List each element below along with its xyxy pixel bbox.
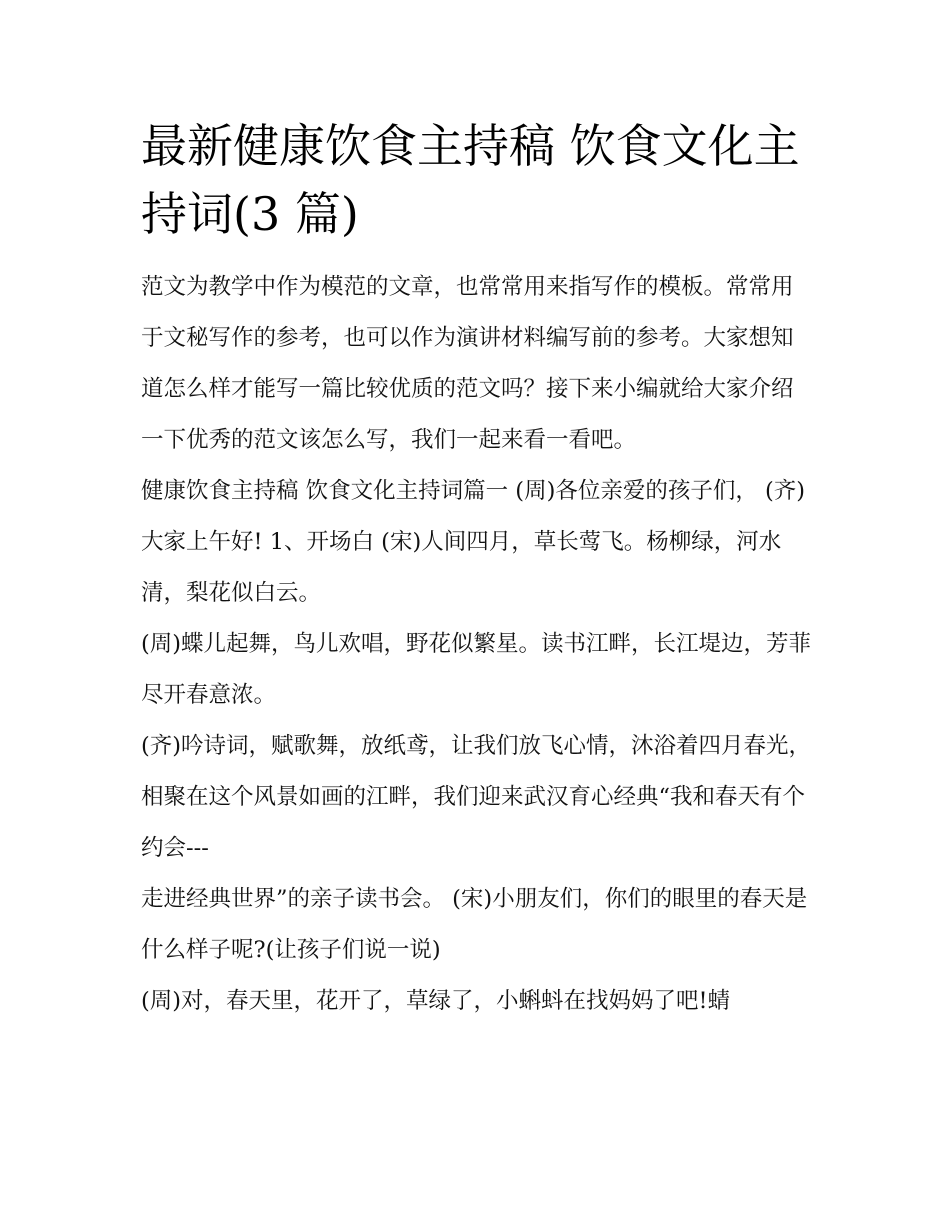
paragraph-zhou-1: (周)蝶儿起舞，鸟儿欢唱，野花似繁星。读书江畔，长江堤边，芳菲尽开春意浓。 xyxy=(141,631,812,708)
document-body xyxy=(141,262,813,1027)
paragraph-song-1: 走进经典世界”的亲子读书会。 (宋)小朋友们，你们的眼里的春天是什么样子呢?(让孩子们说一说) xyxy=(141,886,808,963)
paragraph-opening: 健康饮食主持稿 饮食文化主持词篇一 (周)各位亲爱的孩子们， (齐)大家上午好! 1、开场白 (宋)人间四月，草长莺飞。杨柳绿，河水清，梨花似白云。 xyxy=(141,478,806,606)
paragraph-zhou-2: (周)对，春天里，花开了，草绿了，小蝌蚪在找妈妈了吧!蜻 xyxy=(141,988,731,1014)
paragraph-qi-1: (齐)吟诗词，赋歌舞，放纸鸢，让我们放飞心情，沐浴着四月春光，相聚在这个风景如画的江畔，我们迎来武汉育心经典“我和春天有个约会--- xyxy=(141,733,812,861)
paragraph-intro: 范文为教学中作为模范的文章，也常常用来指写作的模板。常常用于文秘写作的参考，也可以作为演讲材料编写前的参考。大家想知道怎么样才能写一篇比较优质的范文吗？接下来小编就给大家介绍一下优秀的范文该怎么写，我们一起来看一看吧。 xyxy=(141,274,794,453)
title-text: 最新健康饮食主持稿 饮食文化主持词(3 篇) xyxy=(141,119,800,241)
document-page xyxy=(141,112,813,1027)
document-title xyxy=(141,112,813,248)
